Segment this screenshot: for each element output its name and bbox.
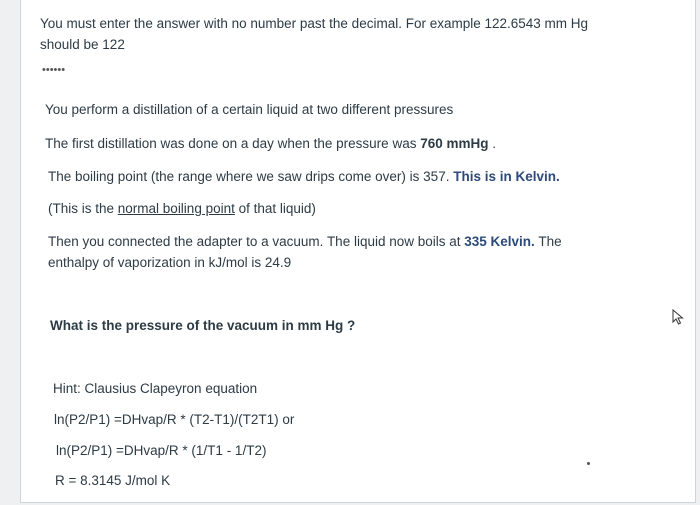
gas-constant: R = 8.3145 J/mol K bbox=[55, 473, 171, 488]
pressure-value: 760 mmHg bbox=[420, 136, 489, 151]
problem-line-1: You perform a distillation of a certain liquid at two different pressures bbox=[45, 102, 454, 117]
problem-line-3-text: The boiling point (the range where we saw drips come over) is 357. bbox=[48, 169, 454, 184]
hint-equation-2: ln(P2/P1) =DHvap/R * (1/T1 - 1/T2) bbox=[56, 443, 267, 458]
problem-line-2-end: . bbox=[488, 136, 496, 151]
problem-line-5-end: The bbox=[534, 234, 562, 249]
stray-dot bbox=[587, 462, 590, 465]
intro-line-2: should be 122 bbox=[40, 37, 125, 52]
question-panel bbox=[20, 0, 696, 503]
problem-line-4-end: of that liquid) bbox=[234, 201, 316, 216]
hint-title: Hint: Clausius Clapeyron equation bbox=[53, 381, 258, 396]
problem-line-4 bbox=[48, 199, 316, 219]
problem-line-4-text: (This is the bbox=[48, 201, 118, 216]
kelvin-note: This is in Kelvin. bbox=[453, 169, 560, 184]
problem-line-2 bbox=[45, 134, 496, 154]
separator-dots: •••••• bbox=[42, 64, 66, 76]
question-text: What is the pressure of the vacuum in mm Hg ? bbox=[50, 318, 356, 333]
intro-line-1: You must enter the answer with no number past the decimal. For example 122.6543 mm Hg bbox=[40, 16, 589, 31]
problem-line-2-text: The first distillation was done on a day when the pressure was bbox=[45, 136, 421, 151]
problem-line-6: enthalpy of vaporization in kJ/mol is 24.9 bbox=[48, 255, 292, 270]
problem-line-5 bbox=[48, 232, 562, 252]
mouse-pointer-icon bbox=[672, 309, 684, 325]
normal-boiling-point-text: normal boiling point bbox=[117, 201, 235, 216]
hint-equation-1: ln(P2/P1) =DHvap/R * (T2-T1)/(T2T1) or bbox=[54, 412, 295, 427]
vacuum-boiling-point: 335 Kelvin. bbox=[464, 234, 535, 249]
problem-line-5-text: Then you connected the adapter to a vacuum. The liquid now boils at bbox=[48, 234, 465, 249]
problem-line-3 bbox=[48, 167, 560, 187]
